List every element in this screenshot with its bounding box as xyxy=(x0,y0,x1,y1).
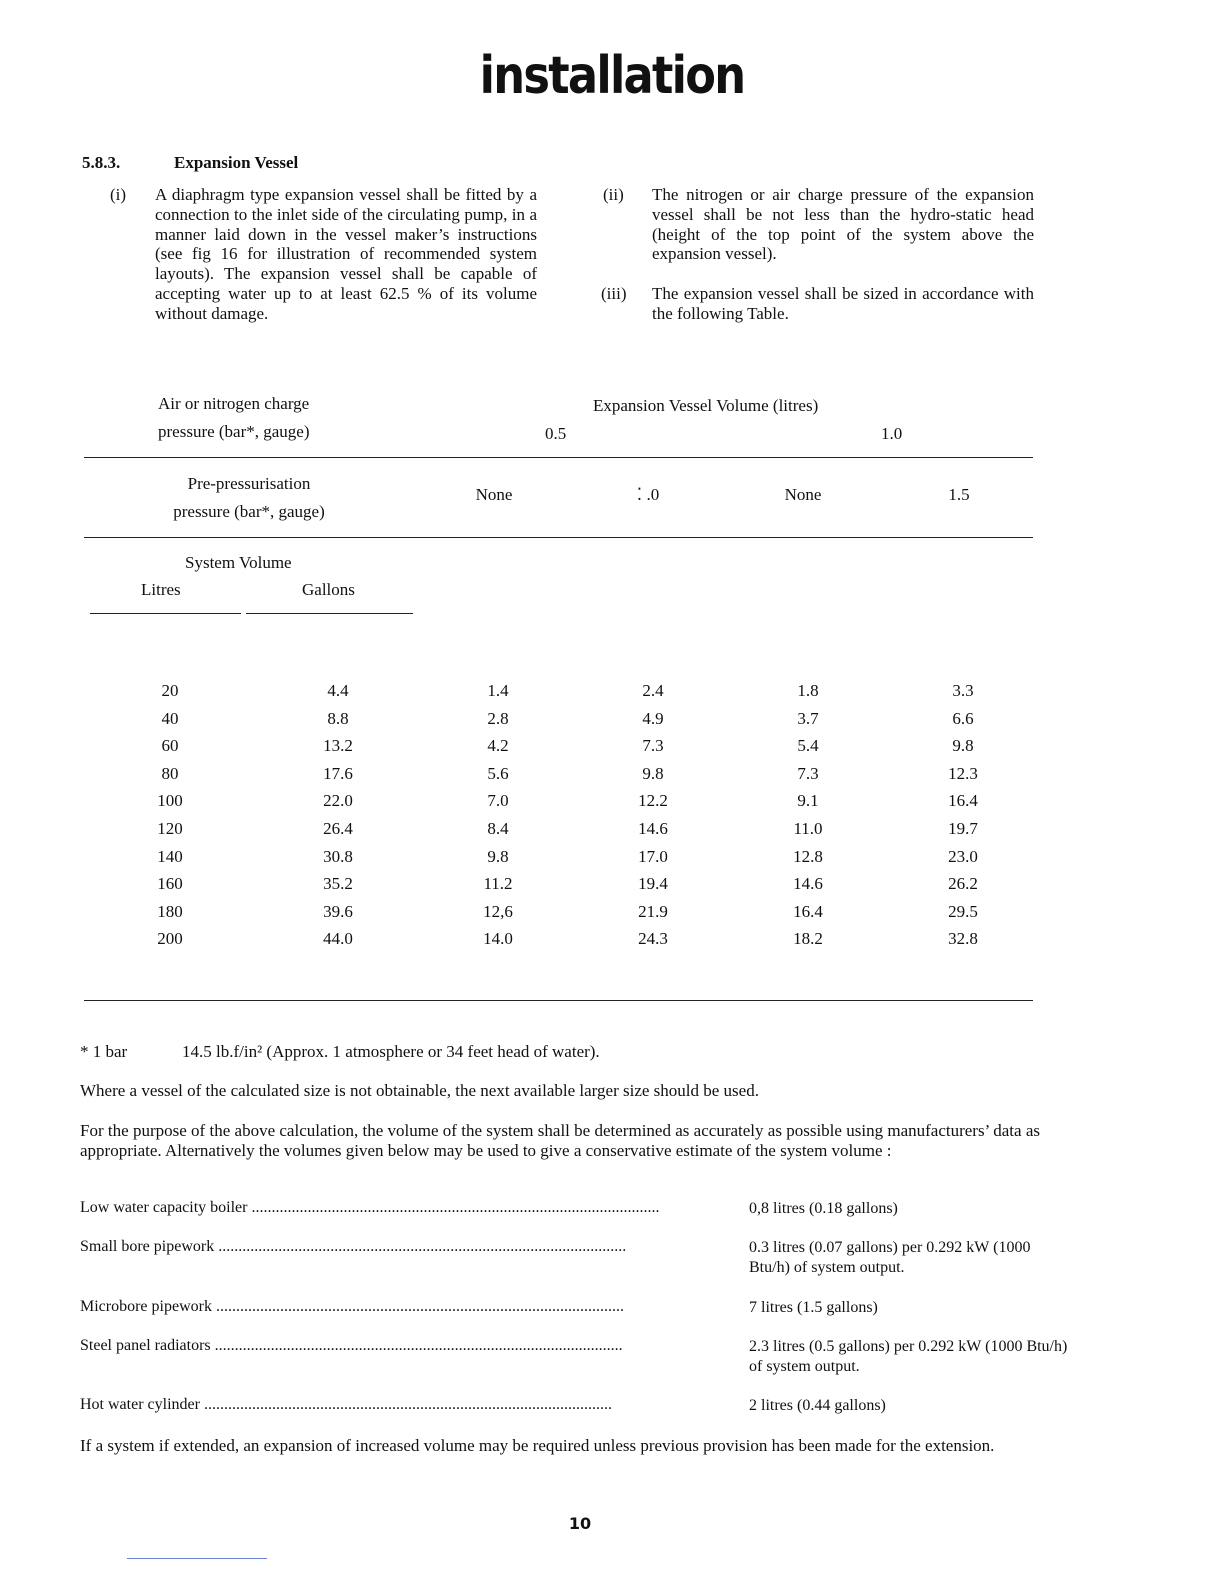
footer-rule xyxy=(127,1558,267,1559)
volume-dotted-name: Microbore pipework ...................................................................................................... xyxy=(80,1298,624,1315)
clause-ii-mark: (ii) xyxy=(603,185,624,204)
prepress-value-col1: None xyxy=(475,485,513,504)
cell-gallons: 8.8 xyxy=(327,708,349,728)
prepress-value-col3: None xyxy=(784,485,822,504)
section-title: Expansion Vessel xyxy=(174,153,299,172)
cell-gallons: 4.4 xyxy=(327,681,349,700)
litres-label: Litres xyxy=(141,580,181,599)
volume-value: 0,8 litres (0.18 gallons) xyxy=(749,1200,898,1217)
cell-vessel-volume: 7.3 xyxy=(642,736,664,756)
cell-litres: 140 xyxy=(157,846,183,866)
cell-litres: 40 xyxy=(161,708,179,728)
clause-i-text: A diaphragm type expansion vessel shall be fitted by a connection to the inlet side of the circulating pump, in a manner laid down in the vessel maker’s instructions (see fig 16 for illustration of recommended system layouts). The expansion vessel shall be capable of accepting water up to at least 62.5 % of its volume without damage. xyxy=(155,185,537,323)
cell-vessel-volume: 1.4 xyxy=(487,681,509,700)
cell-vessel-volume: 19.7 xyxy=(948,819,978,838)
gallons-underline xyxy=(246,613,413,614)
paragraph-obtainable: Where a vessel of the calculated size is not obtainable, the next available larger size should be used. xyxy=(80,1081,759,1100)
cell-vessel-volume: 3.7 xyxy=(797,708,819,728)
cell-vessel-volume: 11.0 xyxy=(793,819,823,838)
volume-name: Low water capacity boiler xyxy=(80,1199,248,1216)
cell-vessel-volume: 29.5 xyxy=(948,901,978,921)
cell-gallons: 13.2 xyxy=(323,736,353,756)
volume-dotted-name: Small bore pipework ...................................................................................................... xyxy=(80,1238,627,1255)
cell-vessel-volume: 5.6 xyxy=(487,763,509,783)
volume-name: Steel panel radiators xyxy=(80,1337,211,1354)
cell-vessel-volume: 12.2 xyxy=(638,791,668,811)
cell-litres: 120 xyxy=(157,819,183,838)
cell-litres: 100 xyxy=(157,791,183,811)
charge-value-0-5: 0.5 xyxy=(545,424,567,443)
cell-gallons: 17.6 xyxy=(323,763,353,783)
cell-vessel-volume: 19.4 xyxy=(638,874,668,894)
footnote-text: 14.5 lb.f/in² (Approx. 1 atmosphere or 34 feet head of water). xyxy=(182,1042,600,1061)
cell-gallons: 26.4 xyxy=(323,819,353,838)
cell-vessel-volume: 3.3 xyxy=(952,681,974,700)
footnote-mark: * 1 bar xyxy=(80,1042,128,1061)
volume-name: Microbore pipework xyxy=(80,1298,212,1315)
cell-vessel-volume: 32.8 xyxy=(948,929,978,949)
page-number: 10 xyxy=(568,1514,592,1533)
cell-vessel-volume: 4.2 xyxy=(487,736,509,756)
cell-vessel-volume: 16.4 xyxy=(948,791,978,811)
cell-litres: 160 xyxy=(157,874,183,894)
cell-litres: 80 xyxy=(161,763,179,783)
clause-i-mark: (i) xyxy=(110,185,127,204)
clause-iii-text: The expansion vessel shall be sized in accordance with the following Table. xyxy=(652,284,1034,323)
volume-name: Hot water cylinder xyxy=(80,1396,200,1413)
cell-litres: 200 xyxy=(157,929,183,949)
prepress-label-line2: pressure (bar*, gauge) xyxy=(173,502,325,521)
table-rule-middle xyxy=(84,537,1033,538)
cell-gallons: 35.2 xyxy=(323,874,353,894)
cell-vessel-volume: 7.3 xyxy=(797,763,819,783)
cell-litres: 20 xyxy=(161,681,179,700)
cell-vessel-volume: 26.2 xyxy=(948,874,978,894)
vessel-volume-header: Expansion Vessel Volume (litres) xyxy=(593,396,819,415)
litres-underline xyxy=(90,613,241,614)
cell-vessel-volume: 9.1 xyxy=(797,791,819,811)
cell-vessel-volume: 12,6 xyxy=(483,901,513,921)
paragraph-purpose: For the purpose of the above calculation, the volume of the system shall be determined as accurately as possible using manufacturers’ data as appropriate. Alternatively the volumes given below may be used to give a conservative estimate of the system volume : xyxy=(80,1121,1040,1160)
cell-vessel-volume: 14.6 xyxy=(638,819,668,838)
cell-gallons: 30.8 xyxy=(323,846,353,866)
cell-vessel-volume: 14.6 xyxy=(793,874,823,894)
cell-gallons: 22.0 xyxy=(323,791,353,811)
cell-vessel-volume: 11.2 xyxy=(483,874,513,894)
cell-vessel-volume: 16.4 xyxy=(793,901,823,921)
cell-vessel-volume: 8.4 xyxy=(487,819,509,838)
gallons-label: Gallons xyxy=(302,580,355,599)
section-number: 5.8.3. xyxy=(82,153,121,172)
charge-label-line1: Air or nitrogen charge xyxy=(158,394,310,413)
cell-gallons: 44.0 xyxy=(323,929,353,949)
cell-vessel-volume: 9.8 xyxy=(642,763,664,783)
table-rule-top xyxy=(84,457,1033,458)
clause-iii-mark: (iii) xyxy=(601,284,627,303)
cell-vessel-volume: 12.3 xyxy=(948,763,978,783)
prepress-value-col2: ⁚ .0 xyxy=(636,485,660,504)
cell-vessel-volume: 21.9 xyxy=(638,901,668,921)
volume-value: 7 litres (1.5 gallons) xyxy=(749,1299,878,1316)
cell-vessel-volume: 23.0 xyxy=(948,846,978,866)
cell-gallons: 39.6 xyxy=(323,901,353,921)
volume-dotted-name: Steel panel radiators ...................................................................................................... xyxy=(80,1337,623,1354)
cell-vessel-volume: 14.0 xyxy=(483,929,513,949)
cell-vessel-volume: 4.9 xyxy=(642,708,664,728)
volume-dotted-name: Low water capacity boiler ...................................................................................................... xyxy=(80,1199,660,1216)
cell-vessel-volume: 9.8 xyxy=(487,846,509,866)
cell-vessel-volume: 1.8 xyxy=(797,681,819,700)
table-rule-bottom xyxy=(84,1000,1033,1001)
charge-value-1-0: 1.0 xyxy=(881,424,903,443)
cell-vessel-volume: 7.0 xyxy=(487,791,509,811)
cell-vessel-volume: 5.4 xyxy=(797,736,819,756)
volume-value: 2 litres (0.44 gallons) xyxy=(749,1397,886,1414)
cell-vessel-volume: 9.8 xyxy=(952,736,974,756)
cell-vessel-volume: 2.4 xyxy=(642,681,664,700)
cell-litres: 60 xyxy=(161,736,179,756)
charge-label-line2: pressure (bar*, gauge) xyxy=(158,422,310,441)
cell-vessel-volume: 17.0 xyxy=(638,846,668,866)
cell-vessel-volume: 12.8 xyxy=(793,846,823,866)
volume-value: 0.3 litres (0.07 gallons) per 0.292 kW (1000 Btu/h) of system output. xyxy=(749,1239,1031,1276)
cell-vessel-volume: 24.3 xyxy=(638,929,668,949)
prepress-label-line1: Pre-pressurisation xyxy=(187,474,311,493)
system-volume-label: System Volume xyxy=(185,553,292,572)
volume-name: Small bore pipework xyxy=(80,1238,215,1255)
volume-dotted-name: Hot water cylinder ...................................................................................................... xyxy=(80,1396,612,1413)
page-title: installation xyxy=(479,46,745,106)
clause-ii-text: The nitrogen or air charge pressure of the expansion vessel shall be not less than the hydro-static head (height of the top point of the system above the expansion vessel). xyxy=(652,185,1034,264)
paragraph-extension: If a system if extended, an expansion of increased volume may be required unless previous provision has been made for the extension. xyxy=(80,1436,995,1455)
cell-vessel-volume: 2.8 xyxy=(487,708,509,728)
cell-vessel-volume: 18.2 xyxy=(793,929,823,949)
cell-vessel-volume: 6.6 xyxy=(952,708,974,728)
prepress-value-col4: 1.5 xyxy=(948,485,970,504)
cell-litres: 180 xyxy=(157,901,183,921)
volume-value: 2.3 litres (0.5 gallons) per 0.292 kW (1000 Btu/h) of system output. xyxy=(749,1338,1068,1375)
